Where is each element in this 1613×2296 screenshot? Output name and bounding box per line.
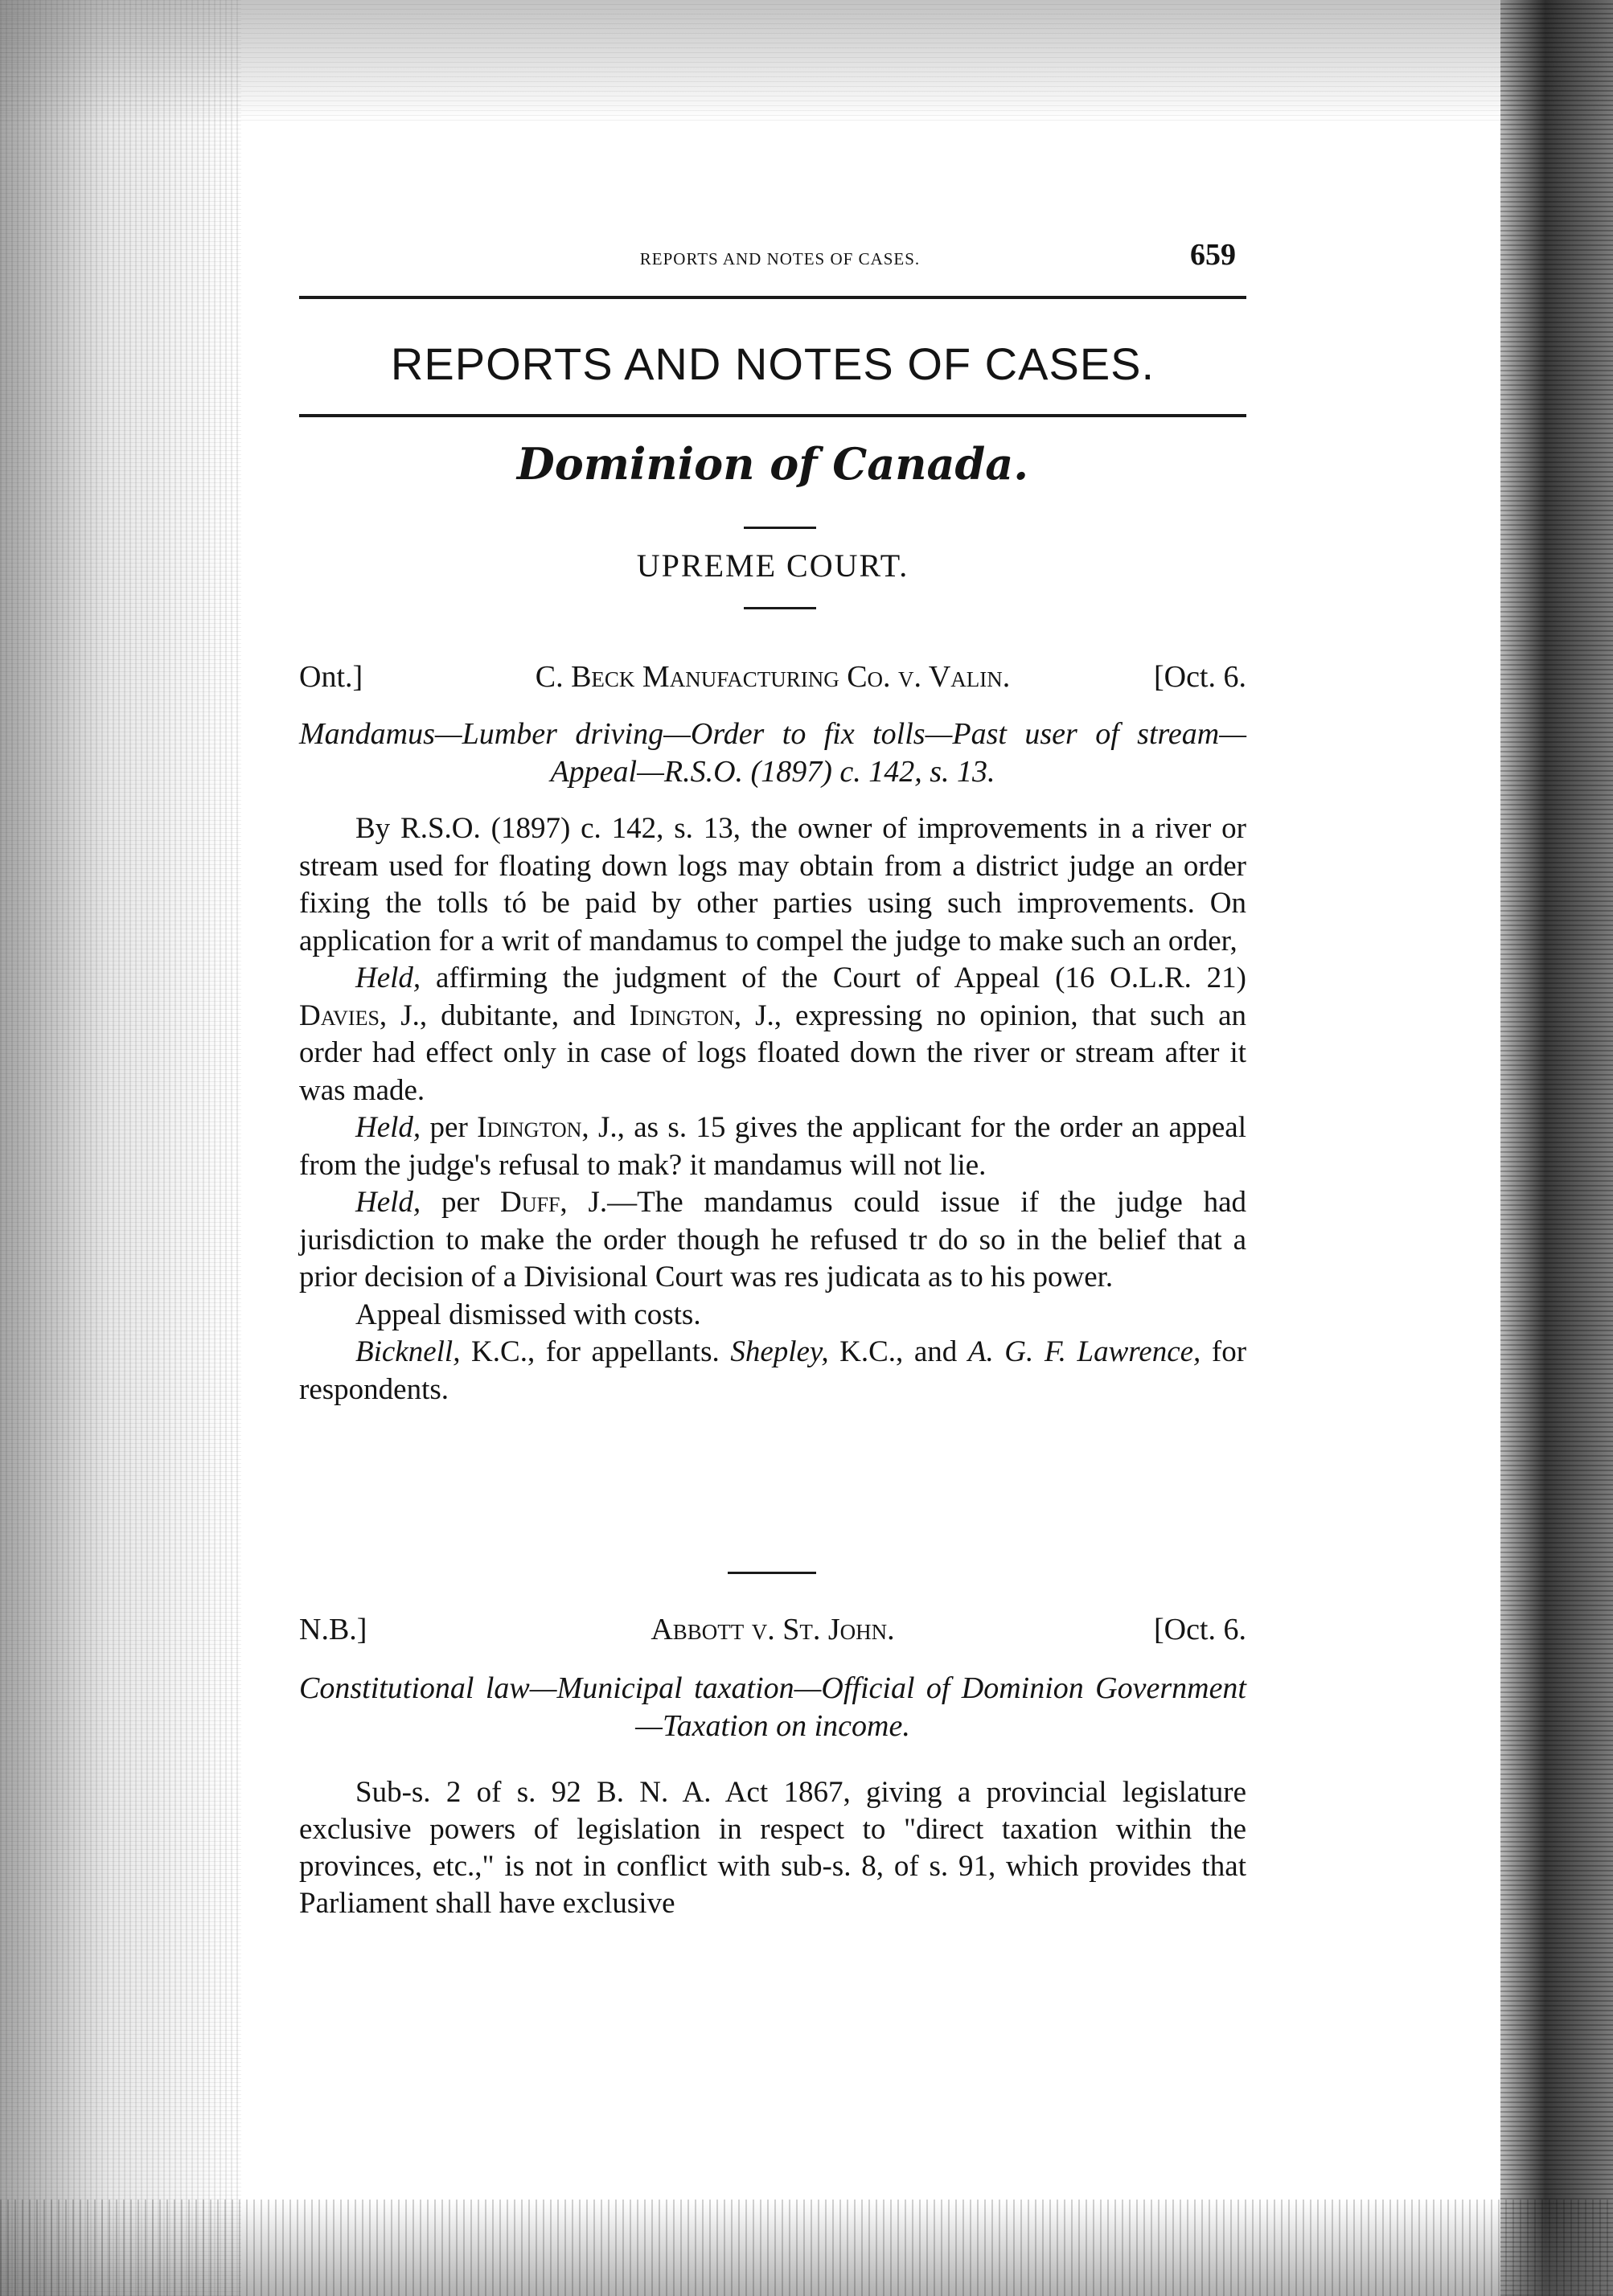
case-heading xyxy=(299,1612,1246,1652)
scan-edge-right xyxy=(1500,0,1613,2296)
case-province: Ont.] xyxy=(299,660,363,694)
jurisdiction-heading: Dominion of Canada. xyxy=(516,438,1029,490)
running-head: REPORTS AND NOTES OF CASES. xyxy=(639,249,921,269)
section-title: REPORTS AND NOTES OF CASES. xyxy=(390,338,1155,389)
short-rule xyxy=(744,607,816,609)
scan-edge-bottom xyxy=(0,2200,1613,2296)
case-catchwords: Mandamus—Lumber driving—Order to fix tolls—Past user of stream—Appeal—R.S.O. (1897) c. 142, s. 13. xyxy=(299,717,1246,789)
case-separator xyxy=(728,1572,816,1574)
page-number: 659 xyxy=(1190,238,1236,272)
case-name: C. Beck Manufacturing Co. v. Valin. xyxy=(535,660,1011,694)
paragraph: Sub-s. 2 of s. 92 B. N. A. Act 1867, giving a provincial legislature exclusive powers of legislation in respect to "direct taxation within the provinces, etc.," is not in conflict with sub-s. 8, of s. 91, which provides that Parliament shall have exclusive xyxy=(299,1776,1246,1920)
short-rule xyxy=(744,527,816,529)
case-body xyxy=(299,810,1246,1408)
paragraph: By R.S.O. (1897) c. 142, s. 13, the owner of improvements in a river or stream used for floating down logs may obtain from a district judge an order fixing the tolls tó be paid by other parties using such improvements. On application for a writ of mandamus to compel the judge to make such an order, xyxy=(299,812,1246,957)
case-date: [Oct. 6. xyxy=(1153,1613,1246,1646)
scan-edge-left xyxy=(0,0,241,2296)
case-date: [Oct. 6. xyxy=(1153,660,1246,694)
paragraph: Held, per Duff, J.—The mandamus could issue if the judge had jurisdiction to make the order though he refused tr do so in the belief that a prior decision of a Divisional Court was res judicata as to his power. xyxy=(299,1186,1247,1294)
case-province: N.B.] xyxy=(299,1613,367,1646)
paragraph: Held, per Idington, J., as s. 15 gives the applicant for the order an appeal from the judge's refusal to mak? it mandamus will not lie. xyxy=(299,1111,1246,1182)
title-rule xyxy=(299,414,1246,417)
court-heading: UPREME COURT. xyxy=(636,547,909,584)
paragraph: Held, affirming the judgment of the Court of Appeal (16 O.L.R. 21) Davies, J., dubitante, and Idington, J., expressing no opinion, that such an order had effect only in case of logs floated down the river or stream after it was made. xyxy=(299,961,1246,1107)
case-body xyxy=(299,1774,1246,1922)
header-rule xyxy=(299,296,1246,299)
scan-edge-top xyxy=(0,0,1613,121)
paragraph: Bicknell, K.C., for appellants. Shepley, K.C., and A. G. F. Lawrence, for respondents. xyxy=(299,1335,1247,1406)
case-catchwords: Constitutional law—Municipal taxation—Official of Dominion Government—Taxation on income. xyxy=(299,1671,1246,1743)
case-heading xyxy=(299,659,1246,699)
paragraph: Appeal dismissed with costs. xyxy=(355,1298,701,1331)
case-name: Abbott v. St. John. xyxy=(651,1613,895,1646)
